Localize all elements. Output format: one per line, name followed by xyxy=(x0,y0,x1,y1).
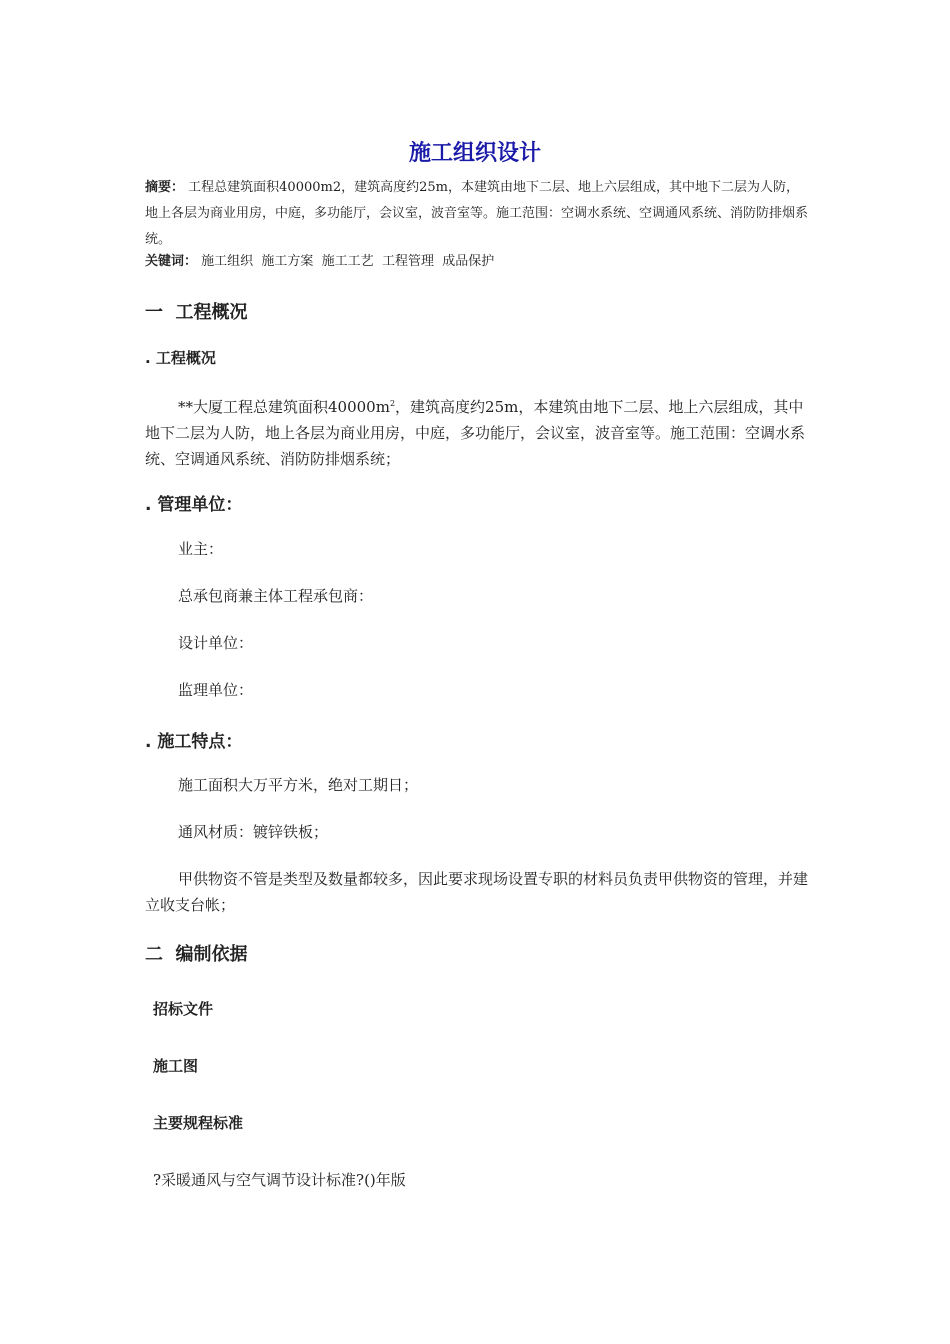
abstract-paragraph xyxy=(145,175,810,253)
basis-item: 施工图 xyxy=(153,1057,199,1075)
management-item: 设计单位： xyxy=(178,634,254,652)
management-item: 总承包商兼主体工程承包商： xyxy=(178,587,374,605)
keywords-label: 关键词： xyxy=(145,254,198,269)
abstract-text: 工程总建筑面积40000m2，建筑高度约25m，本建筑由地下二层、地上六层组成，其中地下二层为人防，地上各层为商业用房，中庭，多功能厅，会议室，波音室等。施工范围：空调水系统、空调通风系统、消防防排烟系统。 xyxy=(145,180,809,247)
overview-paragraph xyxy=(145,391,810,472)
feature-item: 甲供物资不管是类型及数量都较多，因此要求现场设置专职的材料员负责甲供物资的管理，并建立收支台帐； xyxy=(145,870,809,914)
management-item: 业主： xyxy=(178,540,224,558)
keywords-paragraph xyxy=(145,249,810,275)
feature-item: 通风材质：镀锌铁板； xyxy=(178,823,329,841)
feature-item: 施工面积大万平方米，绝对工期日； xyxy=(178,776,419,794)
abstract-label: 摘要： xyxy=(145,180,185,195)
section-heading: 二 编制依据 xyxy=(145,944,248,965)
management-item: 监理单位： xyxy=(178,681,254,699)
subsection-heading: . 施工特点： xyxy=(145,732,243,752)
keywords-text: 施工组织 施工方案 施工工艺 工程管理 成品保护 xyxy=(201,254,495,269)
overview-superscript: 2 xyxy=(389,399,396,408)
basis-item: 招标文件 xyxy=(153,1000,214,1018)
overview-text-continued: ，建筑高度约25m，本建筑由地下二层、地上六层组成，其中地下二层为人防，地上各层为商业用房，中庭，多功能厅，会议室，波音室等。施工范围：空调水系统、空调通风系统、消防防排烟系统； xyxy=(145,398,806,468)
subsection-heading: . 工程概况 xyxy=(145,349,216,367)
subsection-heading: . 管理单位： xyxy=(145,495,243,515)
reference-standard: ?采暖通风与空气调节设计标准?()年版 xyxy=(153,1171,406,1189)
document-title: 施工组织设计 xyxy=(408,141,541,166)
overview-text: **大厦工程总建筑面积40000m xyxy=(178,398,390,416)
basis-item: 主要规程标准 xyxy=(153,1114,244,1132)
section-heading: 一 工程概况 xyxy=(145,302,248,323)
